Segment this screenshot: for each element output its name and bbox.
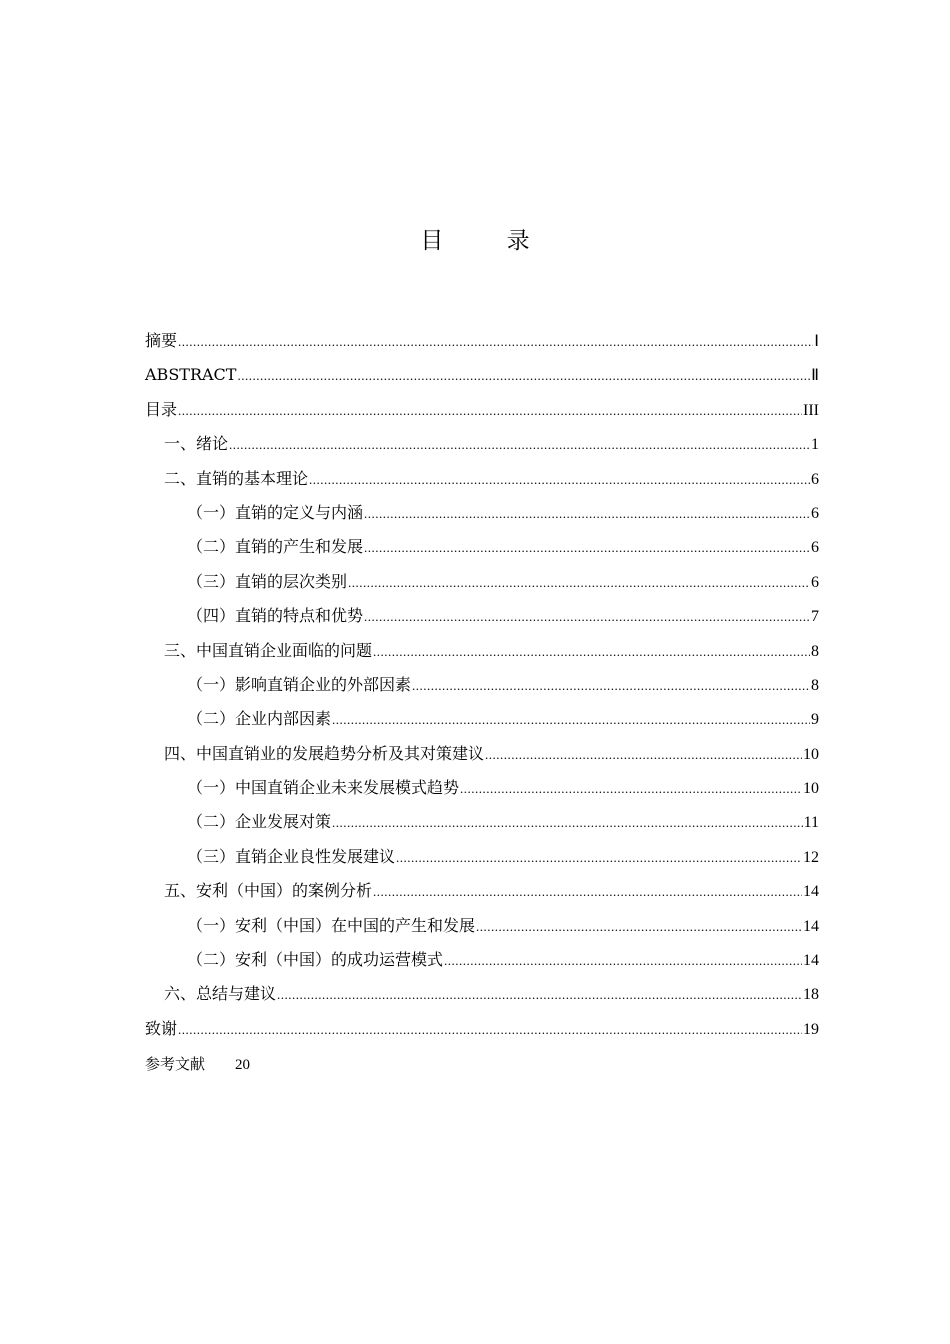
toc-dot-leader — [348, 566, 810, 600]
toc-entry-page: 19 — [803, 1020, 819, 1038]
toc-entry[interactable] — [145, 909, 819, 943]
toc-entry-page: Ⅰ — [814, 333, 819, 350]
toc-entry[interactable] — [145, 943, 819, 977]
toc-entry-page: 6 — [811, 470, 819, 488]
toc-dot-leader — [460, 772, 802, 806]
toc-entry-label: 致谢 — [145, 1018, 178, 1038]
toc-entry-label: 五、安利（中国）的案例分析 — [164, 881, 373, 901]
toc-dot-leader — [396, 841, 802, 875]
toc-entry[interactable] — [145, 1012, 819, 1046]
toc-dot-leader — [178, 1013, 802, 1047]
toc-entry[interactable] — [145, 634, 819, 668]
toc-entry-page: 10 — [803, 745, 819, 763]
toc-entry-page: III — [803, 401, 819, 419]
toc-entry-page: 6 — [811, 539, 819, 557]
toc-dot-leader — [277, 978, 802, 1012]
toc-dot-leader — [364, 531, 810, 565]
toc-entry[interactable] — [145, 874, 819, 908]
toc-entry-label: ABSTRACT — [145, 365, 237, 385]
toc-dot-leader — [476, 910, 802, 944]
toc-entry[interactable] — [145, 840, 819, 874]
toc-entry-label: 二、直销的基本理论 — [164, 468, 309, 488]
toc-dot-leader — [373, 635, 810, 669]
toc-dot-leader — [229, 428, 810, 462]
toc-entry-label: （一）安利（中国）在中国的产生和发展 — [187, 915, 476, 935]
toc-entry-page: 14 — [803, 917, 819, 935]
toc-entry-label: 一、绪论 — [164, 434, 229, 454]
toc-entry-label: （二）直销的产生和发展 — [187, 537, 364, 557]
toc-dot-leader — [364, 497, 810, 531]
table-of-contents — [145, 324, 819, 1046]
toc-entry[interactable] — [145, 324, 819, 358]
toc-entry-label: （三）直销企业良性发展建议 — [187, 846, 396, 866]
toc-entry-page: 9 — [811, 711, 819, 729]
toc-entry[interactable] — [145, 977, 819, 1011]
toc-dot-leader — [237, 359, 810, 393]
toc-entry-label: （一）中国直销企业未来发展模式趋势 — [187, 778, 460, 798]
toc-entry-page: 14 — [803, 952, 819, 970]
toc-entry-page: Ⅱ — [811, 367, 819, 385]
toc-entry-page: 8 — [811, 676, 819, 694]
toc-entry-label: （一）直销的定义与内涵 — [187, 502, 364, 522]
toc-entry-page: 7 — [811, 608, 819, 626]
toc-dot-leader — [373, 875, 802, 909]
toc-entry-page: 6 — [811, 504, 819, 522]
toc-entry[interactable] — [145, 599, 819, 633]
toc-entry-label: 目录 — [145, 399, 178, 419]
toc-entry-page: 8 — [811, 642, 819, 660]
toc-dot-leader — [364, 600, 810, 634]
toc-entry[interactable] — [145, 565, 819, 599]
toc-dot-leader — [178, 325, 813, 359]
toc-entry-references[interactable] — [145, 1053, 250, 1076]
toc-entry-page: 12 — [803, 848, 819, 866]
toc-entry[interactable] — [145, 393, 819, 427]
toc-dot-leader — [309, 463, 810, 497]
toc-entry-page: 14 — [803, 883, 819, 901]
toc-entry[interactable] — [145, 771, 819, 805]
toc-entry-label: （二）企业发展对策 — [187, 812, 332, 832]
toc-dot-leader — [332, 703, 810, 737]
toc-entry[interactable] — [145, 702, 819, 736]
toc-entry-page: 1 — [811, 436, 819, 454]
toc-entry[interactable] — [145, 427, 819, 461]
toc-entry[interactable] — [145, 668, 819, 702]
toc-entry[interactable] — [145, 462, 819, 496]
toc-entry-page: 11 — [803, 814, 819, 832]
toc-dot-leader — [412, 669, 810, 703]
toc-entry[interactable] — [145, 358, 819, 392]
toc-entry-label: （四）直销的特点和优势 — [187, 606, 364, 626]
toc-entry-label: 摘要 — [145, 331, 178, 350]
page-title: 目 录 — [420, 228, 558, 254]
toc-entry-page: 10 — [803, 780, 819, 798]
toc-entry-label: 六、总结与建议 — [164, 984, 277, 1004]
toc-dot-leader — [444, 944, 802, 978]
toc-entry-label: 四、中国直销业的发展趋势分析及其对策建议 — [164, 743, 485, 763]
toc-entry[interactable] — [145, 530, 819, 564]
toc-entry-label: （一）影响直销企业的外部因素 — [187, 674, 412, 694]
toc-entry-label: 参考文献 — [145, 1055, 206, 1073]
toc-entry-label: （二）企业内部因素 — [187, 709, 332, 729]
toc-entry[interactable] — [145, 805, 819, 839]
toc-entry[interactable] — [145, 496, 819, 530]
toc-dot-leader — [485, 738, 802, 772]
toc-entry-label: 三、中国直销企业面临的问题 — [164, 640, 373, 660]
toc-entry-page: 6 — [811, 573, 819, 591]
toc-entry-page: 20 — [235, 1057, 251, 1073]
toc-entry-label: （二）安利（中国）的成功运营模式 — [187, 950, 444, 970]
toc-entry-label: （三）直销的层次类别 — [187, 571, 348, 591]
toc-dot-leader — [332, 806, 803, 840]
toc-entry[interactable] — [145, 737, 819, 771]
toc-entry-page: 18 — [803, 986, 819, 1004]
toc-dot-leader — [178, 394, 802, 428]
